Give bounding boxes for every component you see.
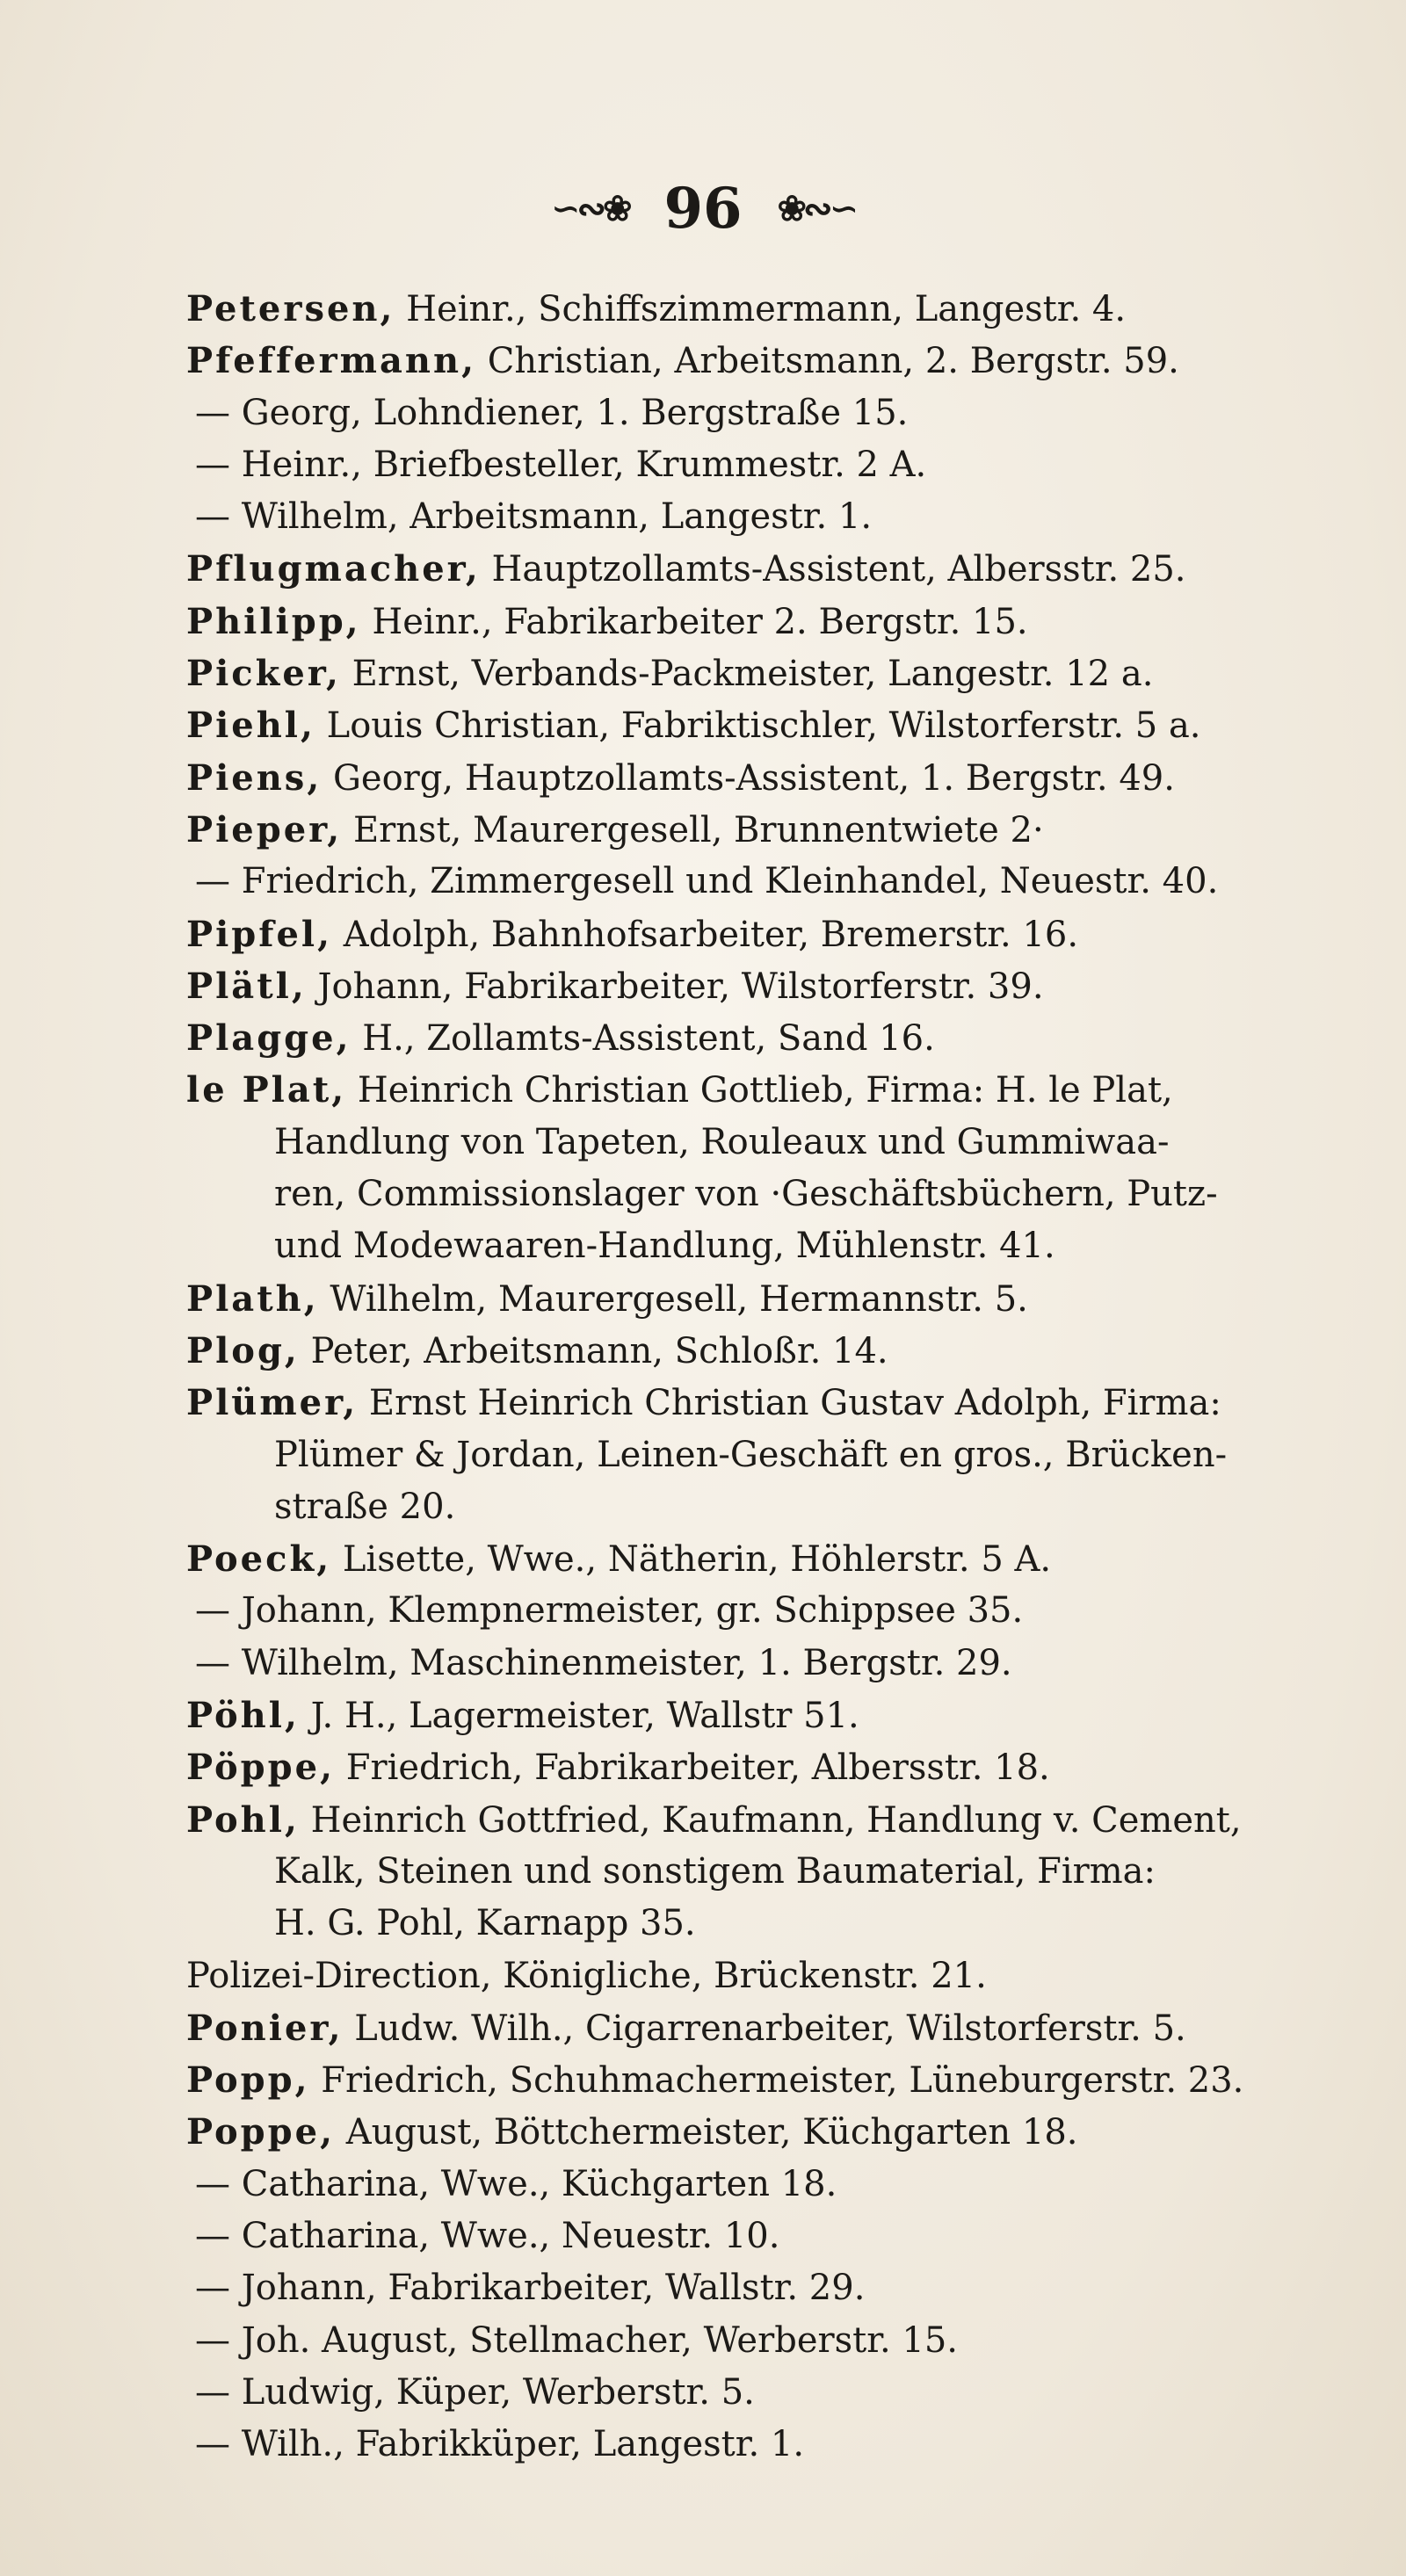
entry-line [186, 699, 1364, 751]
entry-details: — Ludwig, Küper, Werberstr. 5. [195, 2371, 755, 2413]
entry-line [186, 1741, 1364, 1793]
entry-line [186, 1794, 1364, 1846]
entry-details: Ernst Heinrich Christian Gustav Adolph, Firma: [358, 1383, 1221, 1424]
entry-line [186, 1325, 1364, 1377]
entry-surname: Picker, [186, 653, 341, 695]
entry-details: — Wilhelm, Arbeitsmann, Langestr. 1. [195, 496, 873, 538]
entry-details: Lisette, Wwe., Nätherin, Höhlerstr. 5 A. [331, 1539, 1052, 1581]
entry-line [186, 2159, 1364, 2211]
entry-details: und Modewaaren-Handlung, Mühlenstr. 41. [274, 1226, 1055, 1267]
entry-line [186, 648, 1364, 699]
ornament-right: ❀∾∽ [777, 188, 856, 229]
entry-surname: Ponier, [186, 2007, 344, 2049]
entry-surname: Popp, [186, 2059, 310, 2102]
entry-surname: Piehl, [186, 705, 315, 747]
entry-details: — Friedrich, Zimmergesell und Kleinhandel, Neuestr. 40. [195, 861, 1219, 902]
entry-details: Hauptzollamts-Assistent, Albersstr. 25. [480, 549, 1186, 590]
entry-details: Königliche, Brückenstr. 21. [491, 1955, 987, 1996]
entry-surname: Pieper, [186, 808, 343, 850]
entry-details: J. H., Lagermeister, Wallstr 51. [299, 1696, 859, 1737]
entry-line [186, 2419, 1364, 2471]
entry-surname: Plagge, [186, 1017, 352, 1060]
entry-surname: Plümer, [186, 1382, 359, 1424]
entry-line [186, 491, 1364, 543]
entry-details: — Georg, Lohndiener, 1. Bergstraße 15. [195, 392, 909, 433]
entry-line [186, 856, 1364, 908]
ornament-left: ∽∾❀ [550, 188, 629, 229]
entry-surname: Piens, [186, 756, 323, 799]
entry-line [186, 1169, 1364, 1220]
entry-surname: Pöppe, [186, 1747, 335, 1789]
entry-surname: Petersen, [186, 288, 395, 329]
entry-details: Heinrich Christian Gottlieb, Firma: H. le Plat, [346, 1070, 1173, 1111]
entry-details: Friedrich, Schuhmachermeister, Lüneburgerstr. 23. [309, 2060, 1244, 2102]
entry-line [186, 387, 1364, 439]
entry-details: Heinr., Fabrikarbeiter 2. Bergstr. 15. [360, 601, 1028, 642]
entry-details: — Heinr., Briefbesteller, Krummestr. 2 A. [195, 444, 927, 485]
entry-surname: Pipfel, [186, 913, 333, 955]
entry-line [186, 752, 1364, 804]
entry-line [186, 1429, 1364, 1481]
entry-details: ren, Commissionslager von ·Geschäftsbüchern, Putz- [274, 1174, 1218, 1215]
entry-details: Heinr., Schiffszimmermann, Langestr. 4. [395, 289, 1127, 329]
entry-line [186, 2002, 1364, 2054]
entry-line [186, 1064, 1364, 1116]
entry-surname: Pöhl, [186, 1695, 300, 1737]
entry-line [186, 1533, 1364, 1585]
entry-details: August, Böttchermeister, Küchgarten 18. [335, 2112, 1078, 2153]
entry-surname: Plog, [186, 1329, 300, 1371]
entry-details: H., Zollamts-Assistent, Sand 16. [351, 1018, 935, 1060]
entry-line [186, 960, 1364, 1012]
entry-details: — Johann, Klempnermeister, gr. Schippsee 35. [195, 1590, 1024, 1632]
entry-details: Adolph, Bahnhofsarbeiter, Bremerstr. 16. [332, 914, 1079, 955]
entry-details: Louis Christian, Fabriktischler, Wilstorferstr. 5 a. [315, 706, 1201, 747]
entry-details: Ernst, Maurergesell, Brunnentwiete 2· [342, 809, 1044, 850]
entry-line [186, 804, 1364, 856]
entry-line [186, 1638, 1364, 1690]
entry-surname: Plätl, [186, 965, 307, 1007]
entry-surname: le Plat, [186, 1069, 347, 1111]
page-header [0, 176, 1406, 242]
entry-line [186, 1117, 1364, 1169]
entry-surname: Pfeffermann, [186, 340, 477, 382]
page-number: 96 [663, 176, 743, 242]
entry-details: Peter, Arbeitsmann, Schloßr. 14. [299, 1330, 888, 1371]
entry-details: Johann, Fabrikarbeiter, Wilstorferstr. 39. [306, 966, 1044, 1007]
entry-details: — Johann, Fabrikarbeiter, Wallstr. 29. [195, 2268, 866, 2309]
entry-details: Ludw. Wilh., Cigarrenarbeiter, Wilstorferstr. 5. [343, 2008, 1186, 2049]
entry-details: H. G. Pohl, Karnapp 35. [274, 1903, 696, 1944]
entry-line [186, 2211, 1364, 2262]
entry-line [186, 283, 1364, 335]
entry-details: Georg, Hauptzollamts-Assistent, 1. Bergstr. 49. [322, 757, 1175, 799]
entry-details: Friedrich, Fabrikarbeiter, Albersstr. 18. [335, 1747, 1050, 1789]
entry-line [186, 1377, 1364, 1429]
entry-line [186, 1220, 1364, 1272]
entry-line [186, 2262, 1364, 2314]
entry-line [186, 2054, 1364, 2106]
entry-line [186, 1585, 1364, 1637]
entry-line [186, 1846, 1364, 1898]
entry-line [186, 335, 1364, 387]
entry-line [186, 1898, 1364, 1950]
entry-line [186, 1273, 1364, 1325]
entry-details: — Catharina, Wwe., Küchgarten 18. [195, 2163, 837, 2204]
directory-entries [186, 283, 1364, 2471]
entry-surname: Poppe, [186, 2111, 335, 2153]
entry-line [186, 908, 1364, 960]
entry-surname: Pohl, [186, 1798, 300, 1841]
entry-surname: Pflugmacher, [186, 548, 481, 590]
entry-details: Handlung von Tapeten, Rouleaux und Gummiwaa- [274, 1121, 1170, 1162]
entry-line [186, 543, 1364, 595]
entry-details: — Wilhelm, Maschinenmeister, 1. Bergstr. 29. [195, 1642, 1012, 1683]
entry-line [186, 2106, 1364, 2158]
entry-details: — Wilh., Fabrikküper, Langestr. 1. [195, 2424, 805, 2465]
entry-surname: Philipp, [186, 600, 361, 642]
entry-details: Ernst, Verbands-Packmeister, Langestr. 12 a. [340, 654, 1154, 695]
entry-surname: Poeck, [186, 1538, 332, 1581]
entry-line [186, 439, 1364, 491]
entry-details: — Catharina, Wwe., Neuestr. 10. [195, 2215, 780, 2256]
entry-line [186, 2367, 1364, 2419]
entry-details: Heinrich Gottfried, Kaufmann, Handlung v. Cement, [299, 1799, 1242, 1841]
entry-details: — Joh. August, Stellmacher, Werberstr. 15. [195, 2319, 958, 2361]
entry-line [186, 2315, 1364, 2367]
entry-line [186, 596, 1364, 648]
entry-details: Wilhelm, Maurergesell, Hermannstr. 5. [318, 1278, 1028, 1320]
entry-surname: Plath, [186, 1277, 319, 1320]
entry-details: Kalk, Steinen und sonstigem Baumaterial, Firma: [274, 1850, 1156, 1892]
entry-details: Christian, Arbeitsmann, 2. Bergstr. 59. [476, 341, 1179, 382]
entry-line [186, 1690, 1364, 1741]
entry-details: straße 20. [274, 1486, 456, 1527]
entry-line [186, 1481, 1364, 1533]
entry-line [186, 1950, 1364, 2002]
entry-surname: Polizei-Direction, [186, 1955, 492, 1996]
entry-details: Plümer & Jordan, Leinen-Geschäft en gros., Brücken- [274, 1434, 1228, 1475]
entry-line [186, 1012, 1364, 1064]
